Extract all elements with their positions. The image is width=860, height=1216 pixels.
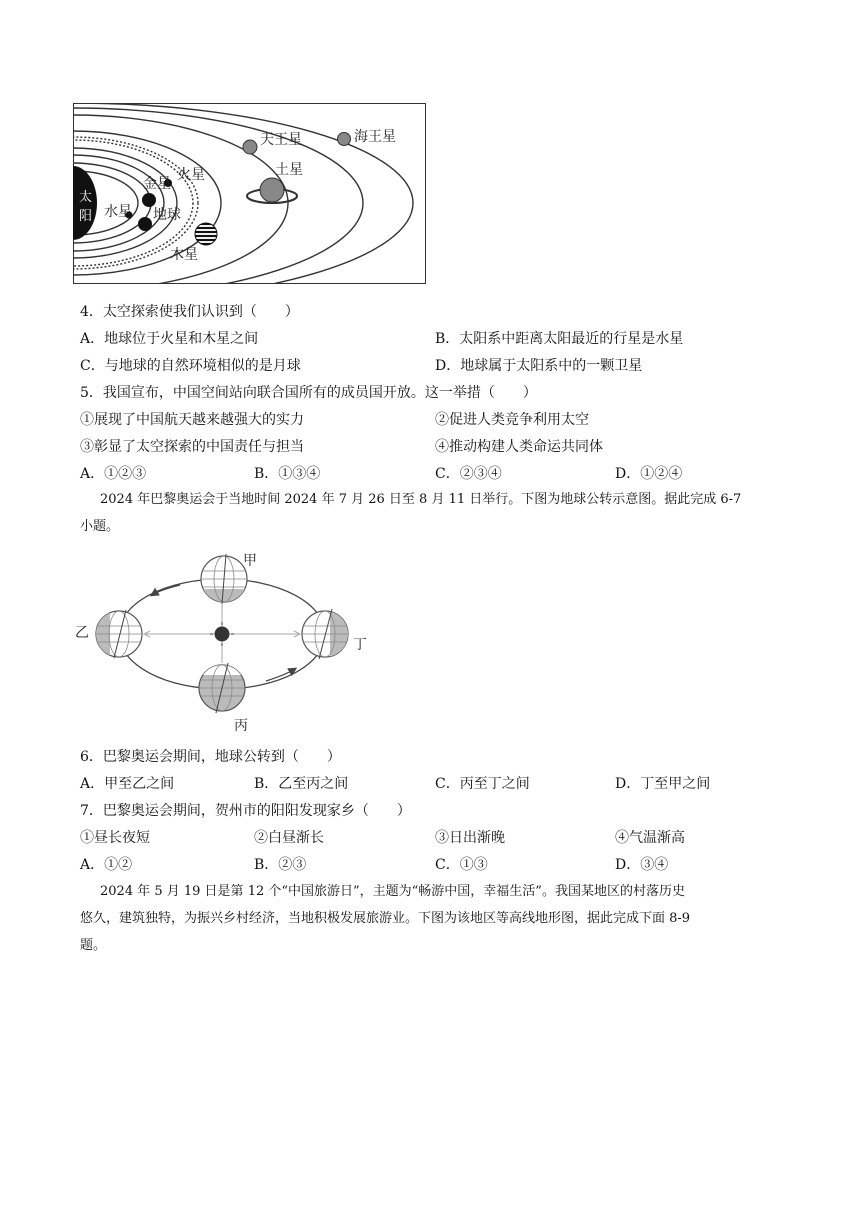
solar-system-figure: [73, 103, 426, 284]
uranus-icon: [243, 140, 257, 154]
q5-option-a: A．①②③: [80, 466, 147, 482]
q7-option-b: B．②③: [254, 857, 307, 873]
q4-stem: 4．太空探索使我们认识到（ ）: [80, 304, 299, 320]
q7-statement-2: ②白昼渐长: [254, 830, 324, 846]
q4-option-d: D．地球属于太阳系中的一颗卫星: [435, 358, 643, 374]
q6-option-c: C．丙至丁之间: [435, 776, 530, 792]
q5-statement-2: ②促进人类竞争利用太空: [435, 412, 589, 428]
sun-label-2: 阳: [79, 209, 93, 224]
q4-option-a: A．地球位于火星和木星之间: [80, 331, 259, 347]
q6-option-d: D．丁至甲之间: [615, 776, 711, 792]
uranus-label: 天王星: [260, 132, 302, 148]
intro1-line1: 2024 年巴黎奥运会于当地时间 2024 年 7 月 26 日至 8 月 11 日举行。下图为地球公转示意图。据此完成 6-7: [100, 492, 742, 507]
globe-ding-icon: [302, 609, 350, 659]
q7-option-c: C．①③: [435, 857, 488, 873]
q7-statement-3: ③日出渐晚: [435, 830, 505, 846]
globe-jia-icon: [201, 554, 247, 604]
venus-icon: [142, 193, 156, 207]
q7-stem: 7．巴黎奥运会期间，贺州市的阳阳发现家乡（ ）: [80, 803, 411, 819]
label-yi: 乙: [75, 625, 89, 641]
q4-option-c: C．与地球的自然环境相似的是月球: [80, 358, 301, 374]
q6-option-a: A．甲至乙之间: [80, 776, 175, 792]
q7-option-a: A．①②: [80, 857, 133, 873]
jupiter-label: 木星: [170, 247, 198, 263]
earth-revolution-figure: [70, 545, 380, 735]
q7-option-d: D．③④: [615, 857, 669, 873]
neptune-label: 海王星: [354, 129, 396, 145]
globe-yi-icon: [96, 610, 142, 658]
q6-stem: 6．巴黎奥运会期间，地球公转到（ ）: [80, 749, 341, 765]
earth-icon: [138, 217, 152, 231]
intro2-line2: 悠久，建筑独特，为振兴乡村经济，当地积极发展旅游业。下图为该地区等高线地形图，据此完成下面 8-9: [80, 911, 691, 926]
q5-statement-4: ④推动构建人类命运共同体: [435, 439, 603, 455]
q5-option-b: B．①③④: [254, 466, 321, 482]
q7-statement-1: ①昼长夜短: [80, 830, 150, 846]
q5-stem: 5．我国宣布，中国空间站向联合国所有的成员国开放。这一举措（ ）: [80, 385, 537, 401]
intro2-line1: 2024 年 5 月 19 日是第 12 个“中国旅游日”，主题为“畅游中国，幸福生活”。我国某地区的村落历史: [100, 884, 685, 899]
globe-bing-icon: [199, 663, 245, 713]
q5-statement-3: ③彰显了太空探索的中国责任与担当: [80, 439, 304, 455]
jupiter-icon: [195, 223, 217, 245]
mars-label: 火星: [177, 167, 205, 183]
neptune-icon: [338, 133, 351, 146]
label-bing: 丙: [234, 718, 248, 734]
q5-option-d: D．①②④: [615, 466, 683, 482]
intro1-line2: 小题。: [80, 519, 120, 534]
label-jia: 甲: [243, 553, 257, 569]
q4-option-b: B．太阳系中距离太阳最近的行星是水星: [435, 331, 684, 347]
label-ding: 丁: [353, 637, 367, 653]
mercury-label: 水星: [104, 204, 132, 220]
saturn-label: 土星: [275, 162, 303, 178]
q5-statement-1: ①展现了中国航天越来越强大的实力: [80, 412, 304, 428]
sun-label-1: 太: [79, 190, 93, 205]
intro2-line3: 题。: [80, 938, 107, 953]
q7-statement-4: ④气温渐高: [615, 830, 685, 846]
venus-label: 金星: [143, 176, 171, 192]
q6-option-b: B．乙至丙之间: [254, 776, 349, 792]
earth-label: 地球: [153, 207, 181, 223]
q5-option-c: C．②③④: [435, 466, 502, 482]
